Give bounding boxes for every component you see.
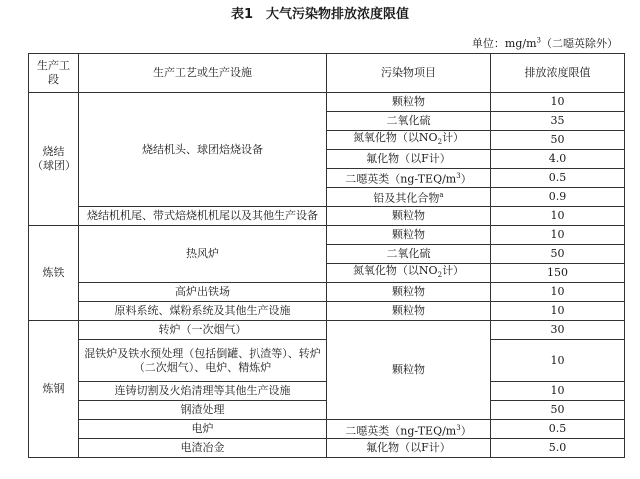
- stage-sinter: [29, 93, 79, 226]
- limit-value: 30: [491, 321, 625, 340]
- process-raw-material: 原料系统、煤粉系统及其他生产设施: [79, 302, 327, 321]
- limit-value: 10: [491, 207, 625, 226]
- limit-value: 0.5: [491, 420, 625, 439]
- dioxin-suffix: ）: [460, 173, 472, 187]
- process-slag: 钢渣处理: [79, 401, 327, 420]
- dioxin-sup: 3: [456, 423, 461, 432]
- limit-value: 0.5: [491, 169, 625, 188]
- nox-sub: 2: [437, 138, 443, 147]
- pollutant-so2: 二氧化硫: [327, 112, 491, 131]
- pollutant-pm: 颗粒物: [327, 226, 491, 245]
- process-converter: 转炉（一次烟气）: [79, 321, 327, 340]
- header-limit: 排放浓度限值: [491, 54, 625, 93]
- limit-value: 10: [491, 226, 625, 245]
- table-row: [29, 302, 625, 321]
- unit-sup: 3: [536, 36, 541, 45]
- table-row: [29, 93, 625, 112]
- table-row: [29, 283, 625, 302]
- limit-value: 10: [491, 382, 625, 401]
- pollutant-so2: 二氧化硫: [327, 245, 491, 264]
- limit-value: 4.0: [491, 150, 625, 169]
- lead-text: 铅及其化合物: [373, 192, 440, 206]
- stage-iron: 炼铁: [29, 226, 79, 321]
- limit-value: 10: [491, 283, 625, 302]
- table-row: [29, 226, 625, 245]
- dioxin-prefix: 二噁英类（ng-TEQ/m: [345, 173, 457, 187]
- limit-value: 5.0: [491, 439, 625, 458]
- dioxin-sup: 3: [456, 172, 461, 181]
- nox-prefix: 氮氧化物（以NO: [352, 131, 438, 144]
- process-casting: 连铸切割及火焰清理等其他生产设施: [79, 382, 327, 401]
- pollutant-lead: [327, 188, 491, 207]
- nox-suffix: 计）: [442, 264, 465, 278]
- limit-value: 50: [491, 131, 625, 150]
- pollutant-pm: 颗粒物: [327, 302, 491, 321]
- pollutant-dioxin: [327, 169, 491, 188]
- lead-footnote-mark: a: [439, 191, 444, 200]
- pollutant-pm: 颗粒物: [327, 207, 491, 226]
- process-hot-stove: 热风炉: [79, 226, 327, 283]
- pollutant-nox: [327, 131, 491, 150]
- dioxin-prefix: 二噁英类（ng-TEQ/m: [345, 424, 457, 438]
- limit-value: 0.9: [491, 188, 625, 207]
- pollutant-pm: 颗粒物: [327, 283, 491, 302]
- limit-value: 10: [491, 93, 625, 112]
- table-row: [29, 207, 625, 226]
- limit-value: 10: [491, 340, 625, 382]
- header-stage: [29, 54, 79, 93]
- unit-note: [472, 35, 618, 51]
- nox-suffix: 计）: [442, 131, 465, 144]
- pollutant-dioxin: [327, 420, 491, 439]
- pollutant-pm: 颗粒物: [327, 321, 491, 420]
- table-row: [29, 439, 625, 458]
- limit-value: 35: [491, 112, 625, 131]
- header-stage-text: 生产工 段: [37, 59, 70, 86]
- nox-sub: 2: [437, 271, 443, 280]
- table-row: [29, 321, 625, 340]
- pollutant-hf: 氟化物（以F计）: [327, 439, 491, 458]
- table-row: [29, 420, 625, 439]
- header-process: 生产工艺或生产设施: [79, 54, 327, 93]
- stage-sinter-text: 烧结 （球团）: [32, 145, 76, 173]
- pollutant-nox: [327, 264, 491, 283]
- process-iron-pretreatment: 混铁炉及铁水预处理（包括倒罐、扒渣等）、转炉（二次烟气）、电炉、精炼炉: [79, 340, 327, 382]
- emission-limits-table: [28, 53, 625, 458]
- pollutant-hf: 氟化物（以F计）: [327, 150, 491, 169]
- dioxin-suffix: ）: [460, 424, 472, 438]
- header-row: [29, 54, 625, 93]
- stage-steel: 炼钢: [29, 321, 79, 458]
- table-title: 表1 大气污染物排放浓度限值: [230, 7, 410, 22]
- header-pollutant: 污染物项目: [327, 54, 491, 93]
- process-esr: 电渣冶金: [79, 439, 327, 458]
- pollutant-pm: 颗粒物: [327, 93, 491, 112]
- process-blast-furnace: 高炉出铁场: [79, 283, 327, 302]
- nox-prefix: 氮氧化物（以NO: [352, 264, 438, 278]
- process-sinter-tail: 烧结机机尾、带式焙烧机机尾以及其他生产设备: [79, 207, 327, 226]
- limit-value: 150: [491, 264, 625, 283]
- unit-prefix: 单位：mg/m: [471, 37, 537, 50]
- unit-suffix: （二噁英除外）: [541, 37, 618, 50]
- process-sinter-head: 烧结机头、球团焙烧设备: [79, 93, 327, 207]
- limit-value: 10: [491, 302, 625, 321]
- process-eaf: 电炉: [79, 420, 327, 439]
- limit-value: 50: [491, 401, 625, 420]
- limit-value: 50: [491, 245, 625, 264]
